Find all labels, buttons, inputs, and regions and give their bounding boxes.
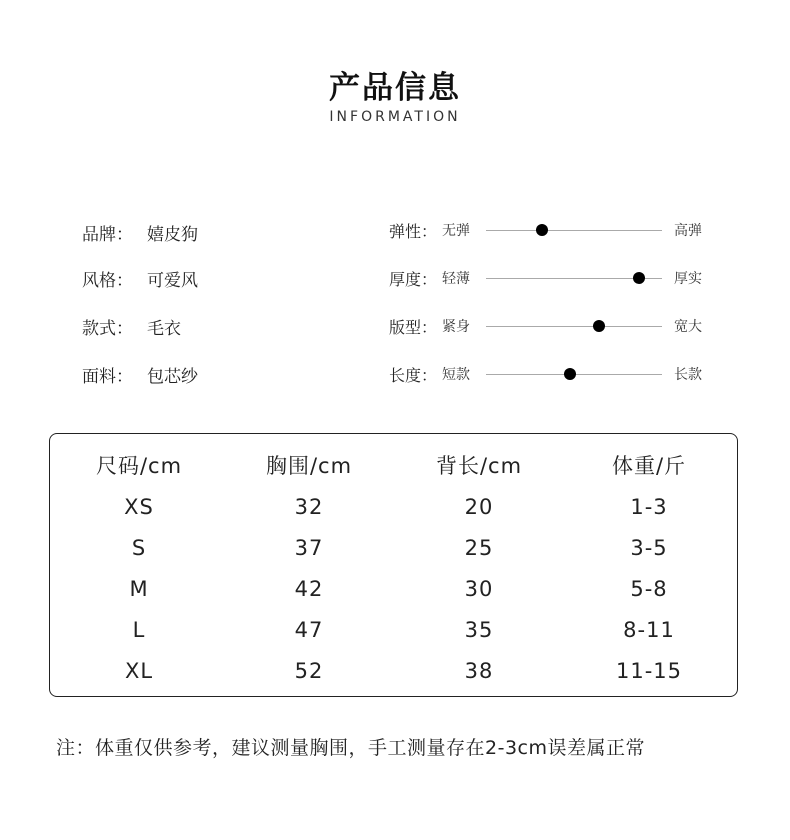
footnote: 注：体重仅供参考，建议测量胸围，手工测量存在2-3cm误差属正常 xyxy=(56,737,645,759)
info-row-type xyxy=(82,314,181,339)
attribute-track xyxy=(486,278,662,279)
table-cell: M xyxy=(129,576,149,601)
table-row xyxy=(54,650,734,691)
table-cell: 25 xyxy=(464,535,494,560)
info-row-brand xyxy=(82,220,198,245)
attribute-label: 长度： xyxy=(389,366,438,385)
info-row-fabric xyxy=(82,362,198,387)
table-row xyxy=(54,527,734,568)
info-label: 面料： xyxy=(82,367,133,387)
table-cell: 8-11 xyxy=(623,617,675,642)
attribute-label: 版型： xyxy=(389,318,438,337)
attribute-min-label: 紧身 xyxy=(442,319,470,335)
column-header: 背长/cm xyxy=(435,453,523,478)
attribute-min-label: 无弹 xyxy=(442,223,470,239)
attribute-marker xyxy=(536,224,548,236)
attribute-thickness xyxy=(389,267,719,291)
table-cell: 42 xyxy=(294,576,324,601)
page-title: 产品信息 xyxy=(329,70,461,106)
table-cell: XS xyxy=(124,494,154,519)
attribute-max-label: 宽大 xyxy=(674,319,702,335)
table-cell: S xyxy=(131,535,147,560)
table-row xyxy=(54,486,734,527)
info-value: 嬉皮狗 xyxy=(147,225,198,245)
column-header: 体重/斤 xyxy=(611,453,687,478)
table-cell: L xyxy=(132,617,146,642)
size-table xyxy=(54,443,734,691)
table-cell: 1-3 xyxy=(630,494,668,519)
table-cell: XL xyxy=(124,658,154,683)
table-cell: 37 xyxy=(294,535,324,560)
attribute-track xyxy=(486,326,662,327)
table-row xyxy=(54,568,734,609)
table-cell: 47 xyxy=(294,617,324,642)
info-label: 款式： xyxy=(82,319,133,339)
attribute-elasticity xyxy=(389,219,719,243)
table-row xyxy=(54,609,734,650)
table-cell: 38 xyxy=(464,658,494,683)
attribute-marker xyxy=(633,272,645,284)
attribute-marker xyxy=(593,320,605,332)
attribute-label: 厚度： xyxy=(389,270,438,289)
table-cell: 3-5 xyxy=(630,535,668,560)
column-header: 尺码/cm xyxy=(95,453,183,478)
table-cell: 52 xyxy=(294,658,324,683)
attribute-marker xyxy=(564,368,576,380)
attribute-max-label: 高弹 xyxy=(674,223,702,239)
attribute-fit xyxy=(389,315,719,339)
info-label: 风格： xyxy=(82,271,133,291)
attribute-max-label: 厚实 xyxy=(674,271,702,287)
info-value: 包芯纱 xyxy=(147,367,198,387)
attribute-track xyxy=(486,374,662,375)
attribute-track xyxy=(486,230,662,231)
info-value: 可爱风 xyxy=(147,271,198,291)
table-cell: 20 xyxy=(464,494,494,519)
table-cell: 5-8 xyxy=(630,576,668,601)
attribute-label: 弹性： xyxy=(389,222,438,241)
attribute-min-label: 短款 xyxy=(442,367,470,383)
table-cell: 32 xyxy=(294,494,324,519)
attribute-max-label: 长款 xyxy=(674,367,702,383)
info-row-style xyxy=(82,266,198,291)
table-header-row xyxy=(54,443,734,486)
page-subtitle: INFORMATION xyxy=(329,109,461,125)
attribute-length xyxy=(389,363,719,387)
table-cell: 30 xyxy=(464,576,494,601)
attribute-min-label: 轻薄 xyxy=(442,271,470,287)
table-cell: 11-15 xyxy=(615,658,683,683)
table-cell: 35 xyxy=(464,617,494,642)
info-label: 品牌： xyxy=(82,225,133,245)
column-header: 胸围/cm xyxy=(265,453,353,478)
info-value: 毛衣 xyxy=(147,319,181,339)
